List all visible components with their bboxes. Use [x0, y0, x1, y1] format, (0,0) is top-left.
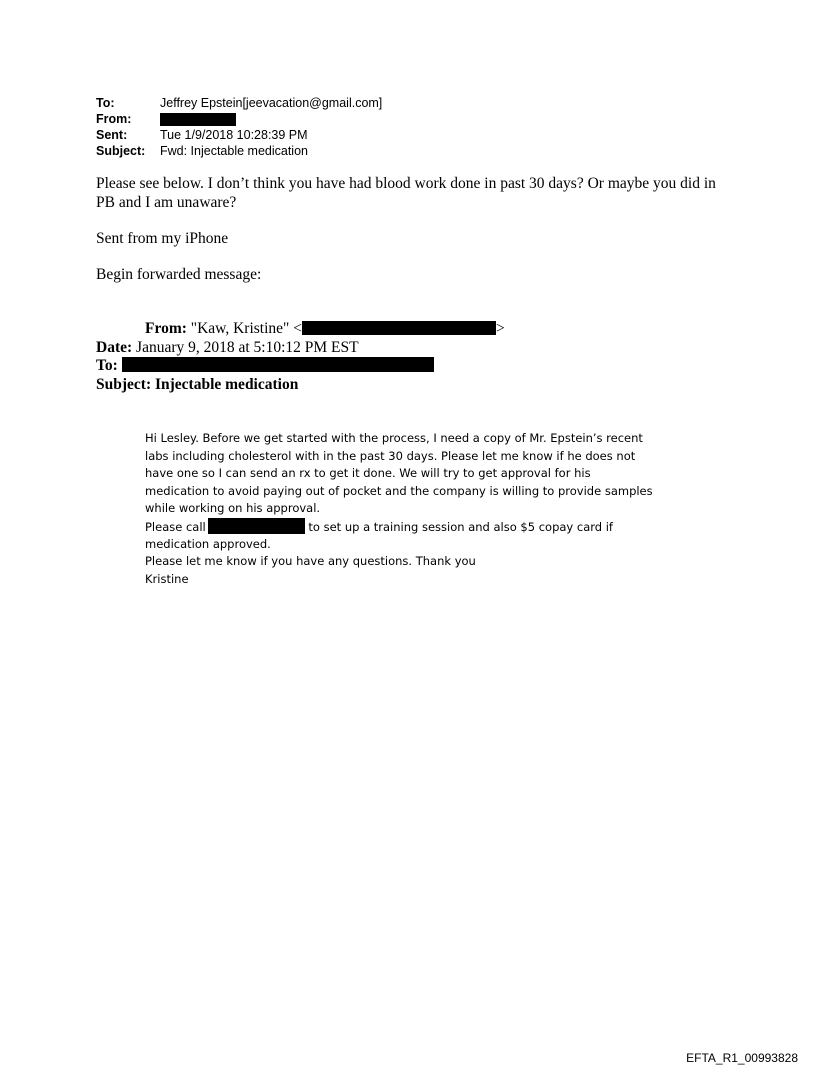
message-signature: Kristine [145, 571, 189, 586]
to-label: To: [96, 96, 115, 110]
header-from-row [96, 111, 382, 127]
header-to-row [96, 95, 382, 111]
forwarded-date-label: Date: [96, 339, 133, 356]
from-label: From: [96, 112, 132, 126]
email-header [96, 95, 382, 159]
forwarded-to-row [96, 357, 434, 375]
header-subject-row [96, 143, 382, 159]
message-line: while working on his approval. [145, 501, 321, 516]
redaction-box [160, 113, 236, 126]
body-paragraph: Please see below. I don’t think you have had blood work done in past 30 days? Or maybe you did in PB and I am unaware? [96, 175, 716, 211]
message-line: have one so I can send an rx to get it done. We will try to get approval for his [145, 466, 591, 481]
sent-value: Tue 1/9/2018 10:28:39 PM [160, 128, 308, 142]
sent-from-line: Sent from my iPhone [96, 230, 229, 247]
subject-value: Fwd: Injectable medication [160, 144, 308, 158]
forwarded-subject-value: Injectable medication [154, 376, 299, 393]
message-line: Hi Lesley. Before we get started with the process, I need a copy of Mr. Epstein’s recent [145, 431, 643, 445]
header-sent-row [96, 127, 382, 143]
message-line: medication approved. [145, 536, 271, 551]
begin-forwarded-line: Begin forwarded message: [96, 266, 262, 283]
redaction-box [208, 518, 305, 534]
redaction-box [302, 321, 496, 335]
call-suffix: to set up a training session and also $5 copay card if [304, 519, 613, 534]
forwarded-message-body [145, 430, 685, 588]
document-id: EFTA_R1_00993828 [686, 1051, 798, 1065]
forwarded-subject-row [96, 376, 298, 394]
forwarded-from-label: From: [145, 320, 187, 337]
forwarded-from-close: > [496, 320, 505, 337]
message-line: medication to avoid paying out of pocket and the company is willing to provide samples [145, 483, 653, 498]
call-prefix: Please call [145, 519, 206, 534]
message-line-call [145, 518, 685, 536]
forwarded-subject-label: Subject: [96, 376, 152, 393]
forwarded-date-row [96, 339, 359, 357]
forwarded-from-row [145, 320, 505, 338]
subject-label: Subject: [96, 144, 146, 158]
forwarded-from-value: "Kaw, Kristine" < [190, 320, 302, 337]
sent-label: Sent: [96, 128, 128, 142]
to-value: Jeffrey Epstein[jeevacation@gmail.com] [160, 96, 383, 110]
forwarded-date-value: January 9, 2018 at 5:10:12 PM EST [136, 339, 359, 356]
forwarded-to-label: To: [96, 357, 118, 374]
message-line: labs including cholesterol with in the past 30 days. Please let me know if he does not [145, 448, 636, 463]
redaction-box [122, 357, 434, 372]
message-line: Please let me know if you have any questions. Thank you [145, 554, 476, 569]
